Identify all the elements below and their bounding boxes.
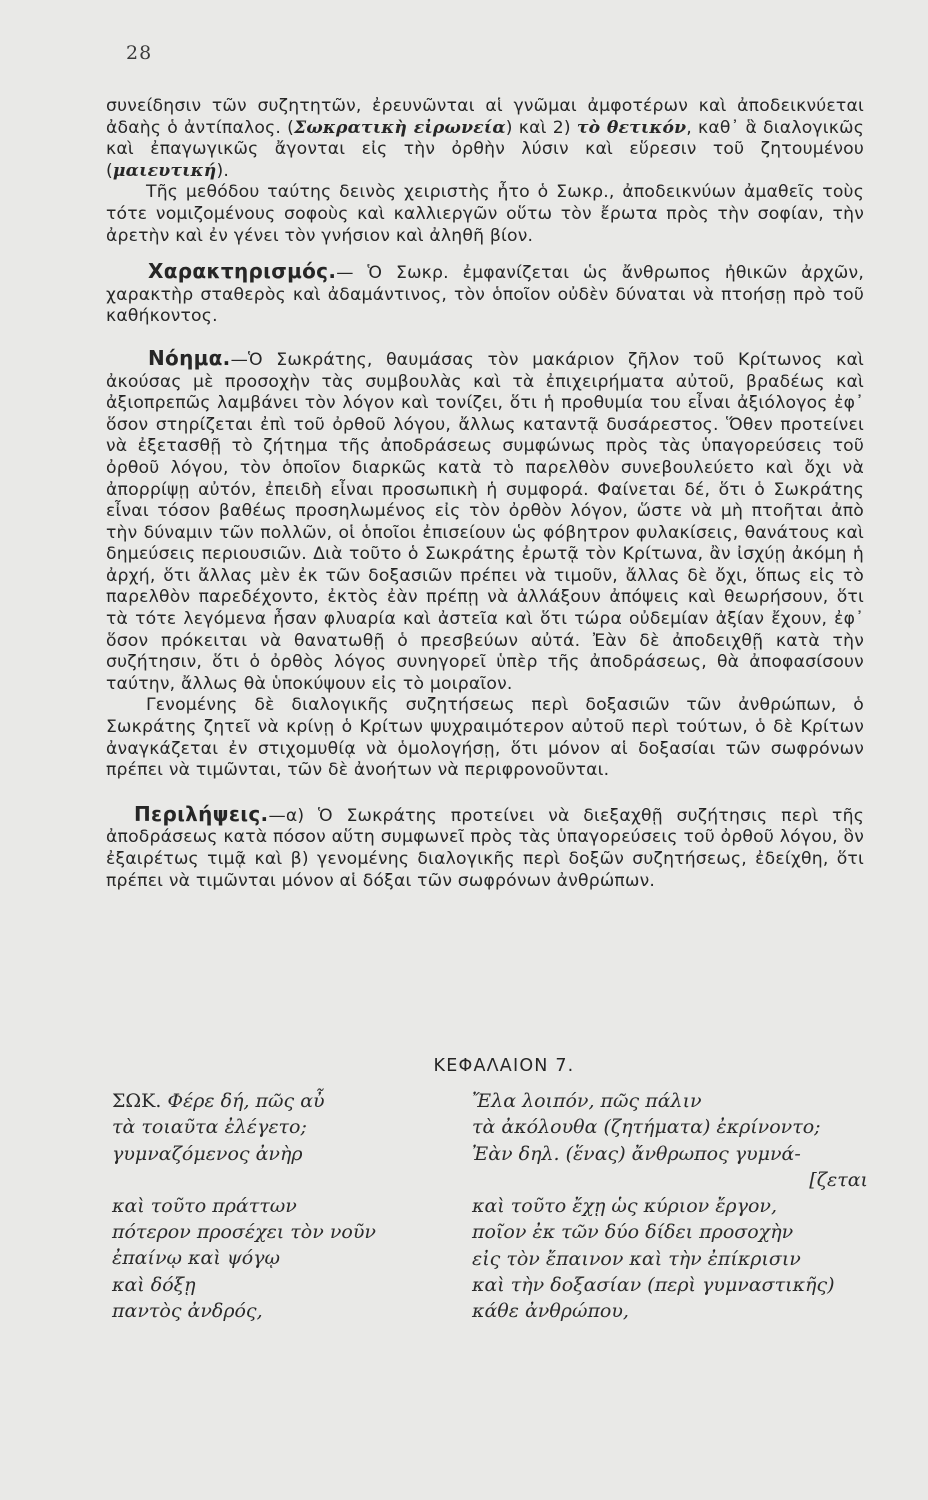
translation-line: τὰ ἀκόλουθα (ζητήματα) ἐκρίνοντο; [472,1116,821,1139]
greek-line: πότερον προσέχει τὸν νοῦν [112,1221,376,1244]
page-number: 28 [126,42,153,64]
translation-line: εἰς τὸν ἔπαινον καὶ τὴν ἐπίκρισιν [472,1247,801,1270]
paragraph-summary [106,801,864,892]
paragraph-text: ). [216,160,230,181]
paragraph-text: ) καὶ 2) [505,117,577,138]
greek-line: καὶ δόξῃ [112,1273,196,1296]
section-heading-summary: Περιλήψεις. [134,801,269,826]
paragraph-meaning [106,345,864,696]
italic-term: Σωκρατικὴ εἰρωνεία [294,117,506,138]
italic-term: τὸ θετικόν [576,117,687,138]
italic-term: μαιευτική [112,160,217,181]
paragraph-text: , καθ᾽ ἃ διαλογικῶς καὶ ἐπαγωγικῶς ἄγονται εἰς τὴν ὀρθὴν λύσιν καὶ εὕρεσιν τοῦ ζητουμένου ( [106,117,865,181]
greek-line: καὶ τοῦτο πράττων [112,1194,297,1217]
commentary-text [106,96,864,892]
greek-line [112,1088,432,1114]
translation-column [472,1088,872,1325]
section-heading-characterization: Χαρακτηρισμός. [148,259,337,284]
paragraph-method [106,96,864,182]
paragraph-method-master: Τῆς μεθόδου ταύτης δεινὸς χειριστὴς ἦτο ὁ Σωκρ., ἀποδεικνύων ἀμαθεῖς τοὺς τότε νομιζομένους σοφοὺς καὶ καλλιεργῶν οὕτω τὸν ἔρωτα πρὸς τὴν σοφίαν, τὴν ἀρετὴν καὶ ἐν γένει τὸν γνήσιον καὶ ἀληθῆ βίον. [106,182,864,246]
translation-line-continuation: [ζεται [809,1168,868,1191]
paragraph-text: —α) Ὁ Σωκράτης προτείνει νὰ διεξαχθῇ συζήτησις περὶ τῆς ἀποδράσεως κατὰ πόσον αὕτη συμφωνεῖ πρὸς τὰς ὑπαγορεύσεις τοῦ ὀρθοῦ λόγου, ὃν ἐξαιρέτως τιμᾷ καὶ β) γενομένης διαλογικῆς περὶ δοξῶν συζητήσεως, ἐδείχθη, ὅτι πρέπει νὰ τιμῶνται μόνον αἱ δόξαι τῶν σωφρόνων ἀνθρώπων. [106,805,864,891]
paragraph-characterization [106,261,864,328]
greek-line-text: Φέρε δή, πῶς αὖ [167,1090,325,1112]
speaker-label: ΣΩΚ. [112,1090,162,1112]
translation-line: ποῖον ἐκ τῶν δύο δίδει προσοχὴν [472,1221,794,1244]
paragraph-text: — Ὁ Σωκρ. ἐμφανίζεται ὡς ἄνθρωπος ἠθικῶν ἀρχῶν, χαρακτὴρ σταθερὸς καὶ ἀδαμάντινος, τὸν ὁποῖον οὐδὲν δύναται νὰ πτοήσῃ πρὸ τοῦ καθήκοντος. [106,263,864,327]
greek-line: τὰ τοιαῦτα ἐλέγετο; [112,1116,307,1139]
original-greek-column [112,1088,432,1324]
greek-line: παντὸς ἀνδρός, [112,1300,263,1323]
section-heading-meaning: Νόημα. [148,345,231,370]
chapter-heading: ΚΕΦΑΛΑΙΟΝ 7. [433,1056,575,1076]
paragraph-text: —Ὁ Σωκράτης, θαυμάσας τὸν μακάριον ζῆλον τοῦ Κρίτωνος καὶ ἀκούσας μὲ προσοχὴν τὰς συμβουλὰς καὶ τὰ ἐπιχειρήματα αὐτοῦ, βραδέως καὶ ἀξιοπρεπῶς λαμβάνει τὸν λόγον καὶ τονίζει, ὅτι ἡ προθυμία του εἶναι ἀξιόλογος ἐφ᾽ ὅσον στηρίζεται ἐπὶ τοῦ ὀρθοῦ λόγου, ἄλλως καταντᾷ δυσάρεστος. Ὅθεν προτείνει νὰ ἐξετασθῇ τὸ ζήτημα τῆς ἀποδράσεως συμφώνως πρὸς τὰς ὑπαγορεύσεις τοῦ ὀρθοῦ λόγου, τὸν ὁποῖον διαρκῶς κατὰ τὸ παρελθὸν συνεβουλεύετο καὶ ὄχι νὰ ἀπορρίψῃ αὐτόν, ἐπειδὴ εἶναι προσωπικὴ ἡ συμφορά. Φαίνεται δέ, ὅτι ὁ Σωκράτης εἶναι τόσον βαθέως προσηλωμένος εἰς τὸν ὀρθὸν λόγον, ὥστε νὰ μὴ πτοῆται ἀπὸ τὴν δύναμιν τῶν πολλῶν, οἱ ὁποῖοι ἐπισείουν ὡς φόβητρον φυλακίσεις, θανάτους καὶ δημεύσεις περιουσιῶν. Διὰ τοῦτο ὁ Σωκράτης ἐρωτᾷ τὸν Κρίτωνα, ἂν ἰσχύῃ ἀκόμη ἡ ἀρχή, ὅτι ἄλλας μὲν ἐκ τῶν δοξασιῶν πρέπει νὰ τιμοῦν, ἄλλας δὲ ὄχι, ὅπως εἰς τὸ παρελθὸν παρεδέχοντο, ἐκτὸς ἐὰν πρέπῃ νὰ ἀλλάξουν ἀπόψεις καὶ θεωρήσουν, ὅτι τὰ τότε λεγόμενα ἦσαν φλυαρία καὶ ἀστεῖα καὶ ὅτι τώρα οὐδεμίαν ἀξίαν ἔχουν, ἐφ᾽ ὅσον πρόκειται νὰ θανατωθῇ ὁ πρεσβεύων αὐτά. Ἐὰν δὲ ἀποδειχθῇ κατὰ τὴν συζήτησιν, ὅτι ὁ ὀρθὸς λόγος συνηγορεῖ ὑπὲρ τῆς ἀποδράσεως, θὰ ἀποφασίσουν ταύτην, ἄλλως θὰ ὑποκύψουν εἰς τὸ μοιραῖον. [106,349,864,694]
translation-line: κάθε ἀνθρώπου, [472,1300,629,1323]
translation-line: Ἔλα λοιπόν, πῶς πάλιν [472,1090,702,1112]
greek-line: γυμναζόμενος ἀνὴρ [112,1142,303,1165]
translation-line: καὶ τὴν δοξασίαν (περὶ γυμναστικῆς) [472,1274,835,1297]
line-spacer [112,1167,432,1193]
translation-line: Ἐὰν δηλ. (ἕνας) ἄνθρωπος γυμνά- [472,1142,801,1165]
paragraph-discussion: Γενομένης δὲ διαλογικῆς συζητήσεως περὶ δοξασιῶν τῶν ἀνθρώπων, ὁ Σωκράτης ζητεῖ νὰ κρίνῃ ὁ Κρίτων ψυχραιμότερον αὐτοῦ περὶ τούτων, ὁ δὲ Κρίτων ἀναγκάζεται ἐν στιχομυθίᾳ νὰ ὁμολογήσῃ, ὅτι μόνον αἱ δοξασίαι τῶν σωφρόνων πρέπει νὰ τιμῶνται, τῶν δὲ ἀνοήτων νὰ περιφρονοῦνται. [106,695,864,781]
greek-line: ἐπαίνῳ καὶ ψόγῳ [112,1247,281,1270]
paragraph-text: συνείδησιν τῶν συζητητῶν, ἐρευνῶνται αἱ γνῶμαι ἀμφοτέρων καὶ ἀποδεικνύεται ἀδαὴς ὁ ἀντίπαλος. ( [106,96,864,138]
translation-line: καὶ τοῦτο ἔχῃ ὡς κύριον ἔργον, [472,1195,777,1218]
